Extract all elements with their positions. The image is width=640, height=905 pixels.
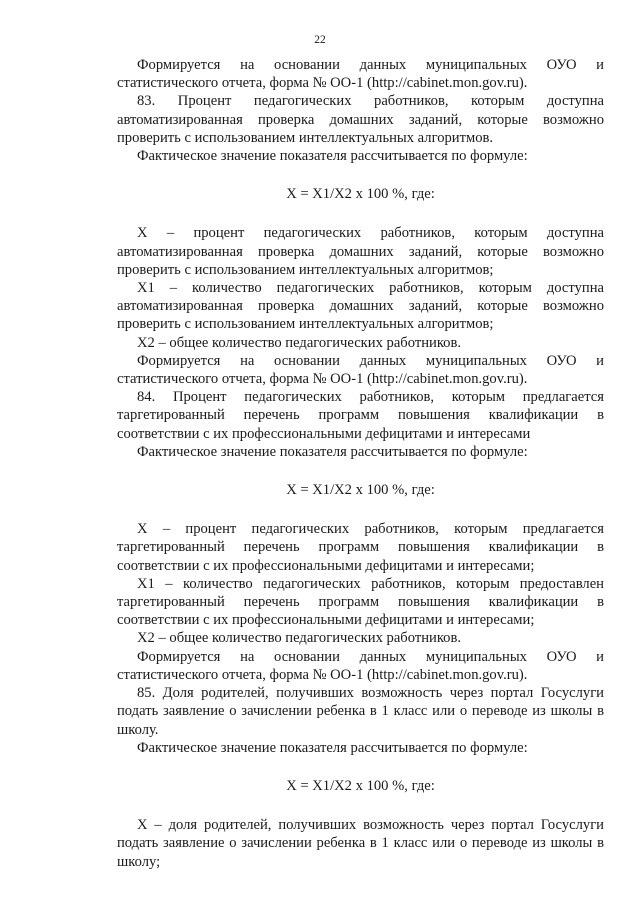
source-note: Формируется на основании данных муниципальных ОУО и статистического отчета, форма № ОО-1 (http://cabinet.mon.gov.ru). <box>117 352 604 388</box>
formula: Х = Х1/Х2 х 100 %, где: <box>286 777 435 794</box>
indicator-84-title: 84. Процент педагогических работников, которым предлагается таргетированный перечень программ повышения квалификации в соответствии с их профессиональными дефицитами и интересами <box>117 389 604 442</box>
definition-x: Х – доля родителей, получивших возможность через портал Госуслуги подать заявление о зачислении ребенка в 1 класс или о переводе из школы в школу; <box>117 817 604 870</box>
definition-x2: Х2 – общее количество педагогических работников. <box>137 334 462 351</box>
definition-x1: Х1 – количество педагогических работников, которым предоставлен таргетированный перечень программ повышения квалификации в соответствии с их профессиональными дефицитами и интересами; <box>117 575 604 629</box>
definition-x1: Х1 – количество педагогических работников, которым доступна автоматизированная проверка домашних заданий, которые возможно проверить с использованием интеллектуальных алгоритмов; <box>117 280 604 333</box>
source-note: Формируется на основании данных муниципальных ОУО и статистического отчета, форма № ОО-1 (http://cabinet.mon.gov.ru). <box>117 57 604 92</box>
document-body <box>117 56 604 871</box>
indicator-85-title: 85. Доля родителей, получивших возможность через портал Госуслуги подать заявление о зачислении ребенка в 1 класс или о переводе из школы в школу. <box>117 685 604 738</box>
indicator-83-title: 83. Процент педагогических работников, которым доступна автоматизированная проверка домашних заданий, которые возможно проверить с использованием интеллектуальных алгоритмов. <box>117 93 604 146</box>
definition-x: Х – процент педагогических работников, которым предлагается таргетированный перечень программ повышения квалификации в соответствии с их профессиональными дефицитами и интересами; <box>117 521 604 574</box>
definition-x2: Х2 – общее количество педагогических работников. <box>137 630 462 647</box>
source-note: Формируется на основании данных муниципальных ОУО и статистического отчета, форма № ОО-1 (http://cabinet.mon.gov.ru). <box>117 648 604 683</box>
formula: Х = Х1/Х2 х 100 %, где: <box>286 482 435 499</box>
formula-intro: Фактическое значение показателя рассчитывается по формуле: <box>137 443 528 460</box>
formula-intro: Фактическое значение показателя рассчитывается по формуле: <box>137 148 528 165</box>
formula-intro: Фактическое значение показателя рассчитывается по формуле: <box>137 739 528 756</box>
page-number: 22 <box>314 34 326 46</box>
definition-x: Х – процент педагогических работников, которым доступна автоматизированная проверка домашних заданий, которые возможно проверить с использованием интеллектуальных алгоритмов; <box>117 225 604 278</box>
formula: Х = Х1/Х2 х 100 %, где: <box>286 186 435 203</box>
